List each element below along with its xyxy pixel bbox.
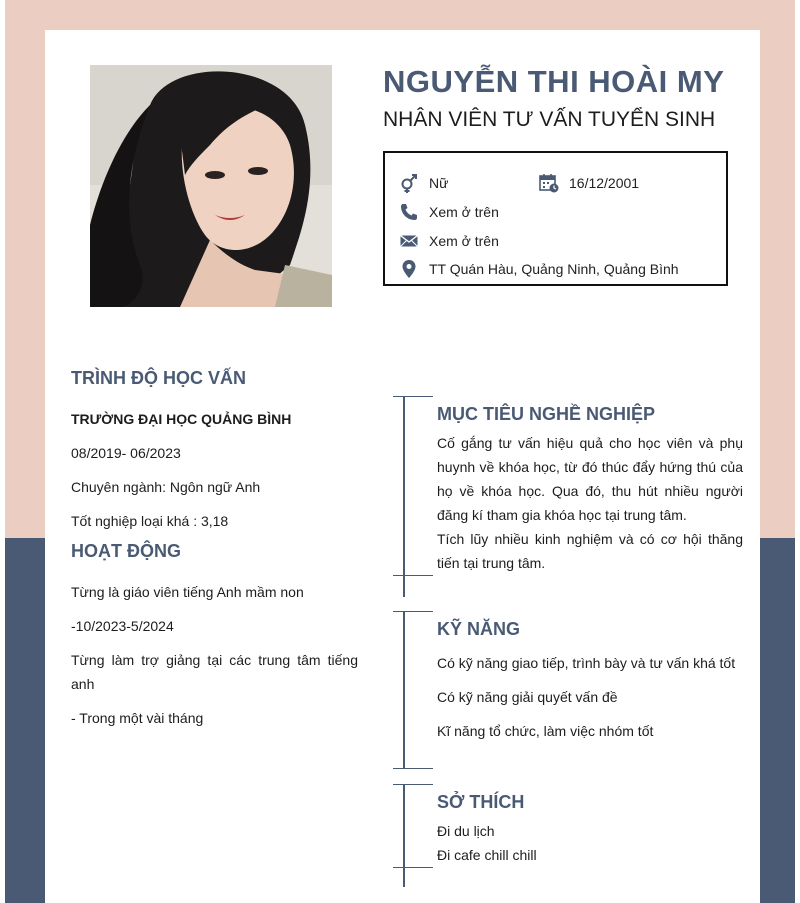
birthday-value: 16/12/2001 [569,175,640,191]
education-grade: Tốt nghiệp loại khá : 3,18 [71,513,229,529]
education-period: 08/2019- 06/2023 [71,445,181,461]
activity-line-4: - Trong một vài tháng [71,710,204,726]
objective-paragraph-1: Cố gắng tư vấn hiệu quả cho học viên và phụ huynh về khóa học, từ đó thúc đẩy hứng thú của họ về khóa học. Qua đó, thu hút nhiều người đăng kí tham gia khóa học tại trung tâm. [437,435,743,523]
email-value: Xem ở trên [429,233,499,249]
timeline-tick [393,575,433,576]
address-item [399,259,679,279]
address-value: TT Quán Hàu, Quảng Ninh, Quảng Bình [429,261,679,277]
phone-icon [399,202,419,222]
timeline-line-skills [403,611,405,769]
envelope-icon [399,231,419,251]
job-title: NHÂN VIÊN TƯ VẤN TUYỂN SINH [383,108,716,131]
location-pin-icon [399,259,419,279]
gender-icon [399,173,419,193]
hobbies-title: SỞ THÍCH [437,792,525,812]
calendar-icon [539,173,559,193]
timeline-line-hobbies [403,784,405,887]
timeline-tick [393,611,433,612]
skill-item-3: Kĩ năng tổ chức, làm việc nhóm tốt [437,723,654,739]
email-item [399,231,499,251]
contact-box [383,151,728,286]
profile-photo [90,65,332,307]
birthday-item [539,173,639,193]
education-major: Chuyên ngành: Ngôn ngữ Anh [71,479,261,495]
hobby-item-1: Đi du lịch [437,823,495,839]
timeline-tick [393,867,433,868]
timeline-tick [393,784,433,785]
education-school: TRƯỜNG ĐẠI HỌC QUẢNG BÌNH [71,411,292,427]
education-title: TRÌNH ĐỘ HỌC VẤN [71,368,246,388]
objective-title: MỤC TIÊU NGHỀ NGHIỆP [437,404,656,424]
objective-paragraph-2: Tích lũy nhiều kinh nghiệm và có cơ hội thăng tiến tại trung tâm. [437,531,743,571]
candidate-name: NGUYỄN THI HOÀI MY [383,64,725,99]
timeline-tick [393,768,433,769]
phone-item [399,202,499,222]
activity-line-2: -10/2023-5/2024 [71,618,174,634]
hobby-item-2: Đi cafe chill chill [437,847,537,863]
activities-title: HOẠT ĐỘNG [71,541,181,561]
objective-text [437,431,743,575]
skills-title: KỸ NĂNG [437,619,521,639]
timeline-tick [393,396,433,397]
activity-line-3: Từng làm trợ giảng tại các trung tâm tiếng anh [71,652,358,692]
activity-line-1: Từng là giáo viên tiếng Anh mầm non [71,584,304,600]
gender-item [399,173,448,193]
skill-item-2: Có kỹ năng giải quyết vấn đề [437,689,618,705]
skill-item-1: Có kỹ năng giao tiếp, trình bày và tư vấn khá tốt [437,655,736,671]
phone-value: Xem ở trên [429,204,499,220]
gender-value: Nữ [429,175,449,191]
timeline-line-objective [403,396,405,597]
